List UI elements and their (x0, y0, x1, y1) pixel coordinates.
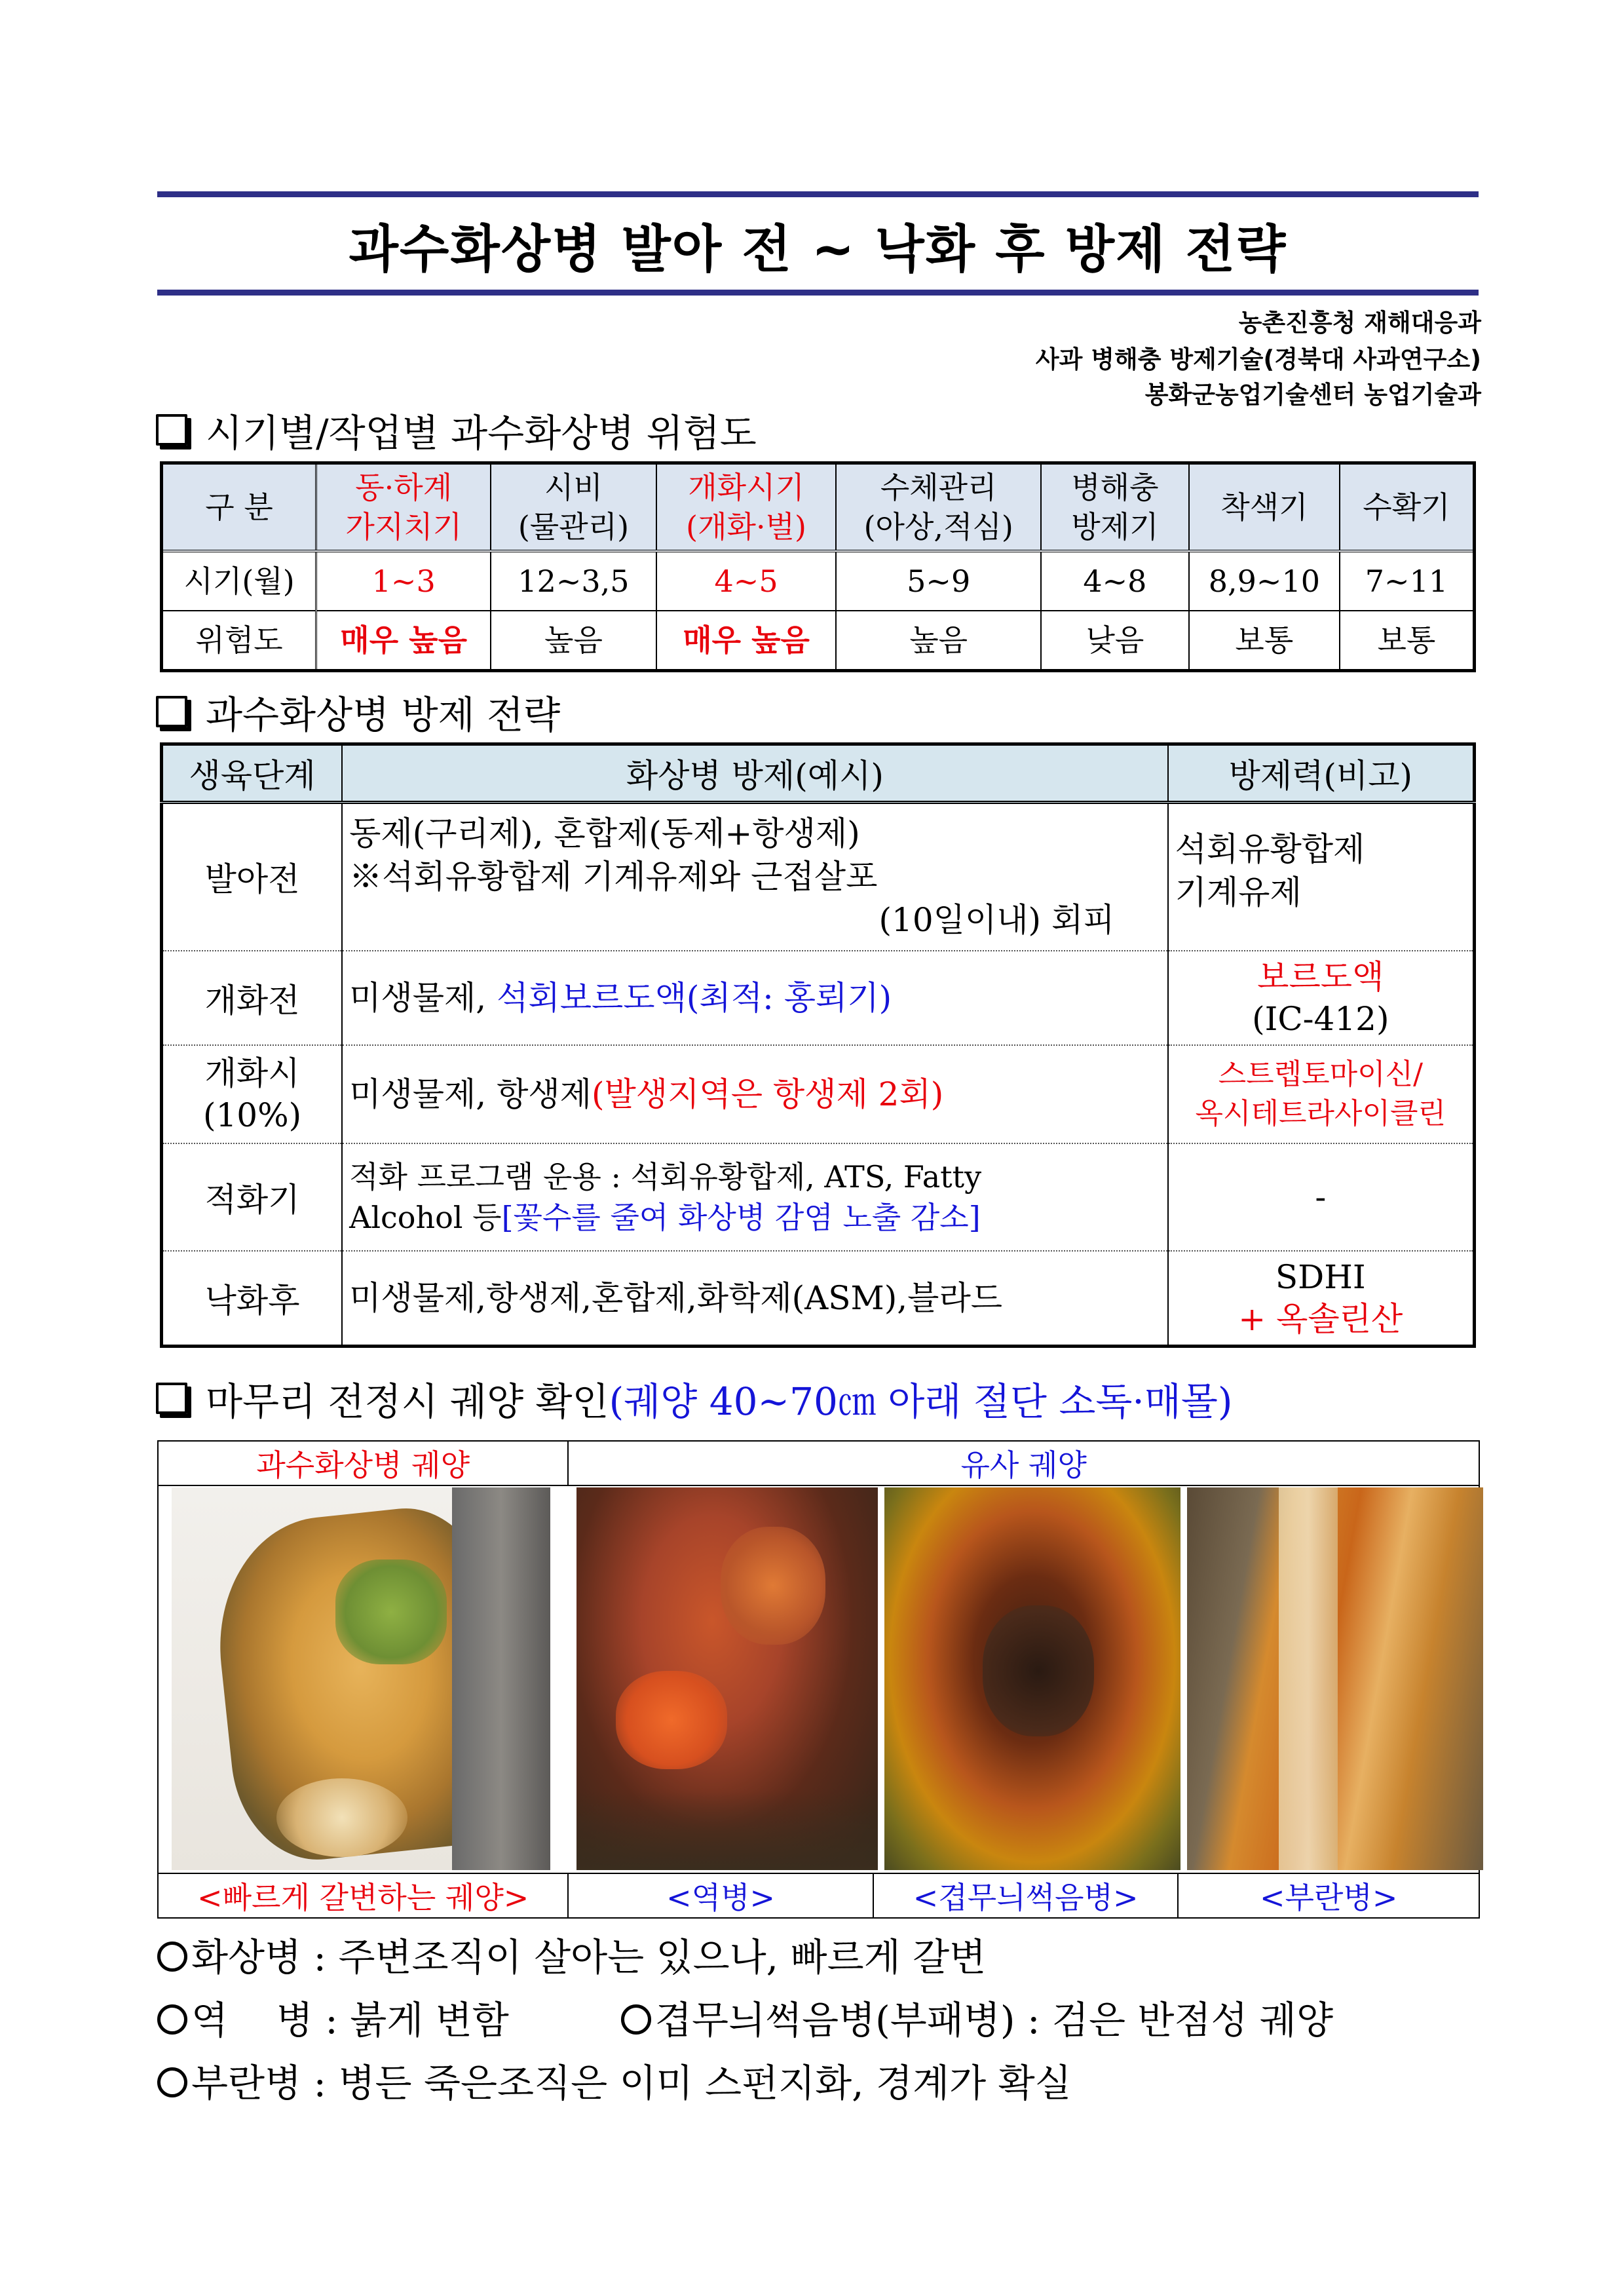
strategy-table (160, 742, 1476, 1348)
checkbox-square-icon (156, 1383, 187, 1414)
table-cell: 1~3 (316, 551, 491, 611)
section2-heading-text: 과수화상병 방제 전략 (206, 693, 561, 737)
caption-row (158, 1873, 1479, 1918)
stage-cell: 낙화후 (162, 1251, 343, 1347)
table-cell: 7~11 (1340, 551, 1475, 611)
table-cell: 4~5 (656, 551, 837, 611)
page-title: 과수화상병 발아 전 ~ 낙화 후 방제 전략 (349, 220, 1287, 279)
caption-phytophthora: <역병> (568, 1873, 873, 1918)
note-white-rot: 겹무늬썩음병(부패병) : 검은 반점성 궤양 (621, 1989, 1333, 2044)
note-fireblight: 화상병 : 주변조직이 살아는 있으나, 빠르게 갈변 (157, 1926, 986, 1981)
control-cell: 동제(구리제), 혼합제(동제+항생제) ※석회유황합제 기계유제와 근접살포 (10일이내) 회피 (342, 803, 1167, 951)
circle-bullet-icon (621, 2004, 651, 2035)
table-row (162, 1143, 1475, 1251)
header-cell-coloring: 착색기 (1189, 463, 1340, 552)
white-rot-canker-photo (884, 1487, 1180, 1870)
table-cell: 높음 (491, 611, 656, 671)
note-cell: - (1168, 1143, 1475, 1251)
header-control: 화상병 방제(예시) (342, 744, 1167, 803)
header-cell-fertilizing: 시비 (물관리) (491, 463, 656, 552)
table-row (162, 551, 1475, 611)
stage-cell: 개화전 (162, 951, 343, 1045)
org-line-2: 사과 병해충 방제기술(경북대 사과연구소) (1035, 345, 1481, 373)
header-cell-category: 구 분 (162, 463, 316, 552)
risk-table (160, 461, 1476, 672)
table-cell: 보통 (1189, 611, 1340, 671)
photo-header-similar: 유사 궤양 (568, 1441, 1479, 1485)
control-cell: 미생물제, 석회보르도액(최적: 홍뢰기) (342, 951, 1167, 1045)
section3-heading-note: (궤양 40~70㎝ 아래 절단 소독·매몰) (609, 1379, 1233, 1424)
stage-cell: 발아전 (162, 803, 343, 951)
control-cell: 미생물제, 항생제(발생지역은 항생제 2회) (342, 1045, 1167, 1143)
table-row (162, 951, 1475, 1045)
table-cell: 보통 (1340, 611, 1475, 671)
org-line-1: 농촌진흥청 재해대응과 (1238, 309, 1481, 337)
circle-bullet-icon (157, 1942, 187, 1972)
strategy-table-header (162, 744, 1475, 803)
section1-heading (156, 402, 757, 457)
control-cell: 적화 프로그램 운용 : 석회유황합제, ATS, Fatty Alcohol 등[꽃수를 줄여 화상병 감염 노출 감소] (342, 1143, 1167, 1251)
note-valsa-canker: 부란병 : 병든 죽은조직은 이미 스펀지화, 경계가 확실 (157, 2052, 1072, 2107)
table-cell: 12~3,5 (491, 551, 656, 611)
header-note: 방제력(비고) (1168, 744, 1475, 803)
table-row (162, 1045, 1475, 1143)
table-cell: 낮음 (1041, 611, 1189, 671)
caption-white-rot: <겹무늬썩음병> (873, 1873, 1179, 1918)
note-cell: 스트렙토마이신/ 옥시테트라사이클린 (1168, 1045, 1475, 1143)
header-cell-pruning: 동·하계 가지치기 (316, 463, 491, 552)
table-row (162, 611, 1475, 671)
checkbox-square-icon (156, 696, 187, 727)
table-cell: 매우 높음 (656, 611, 837, 671)
header-cell-flowering: 개화시기 (개화·벌) (656, 463, 837, 552)
section1-heading-text: 시기별/작업별 과수화상병 위험도 (206, 411, 757, 455)
valsa-canker-photo (1187, 1487, 1483, 1870)
title-bottom-rule (157, 290, 1479, 296)
checkbox-square-icon (156, 414, 187, 446)
stage-cell: 개화시 (10%) (162, 1045, 343, 1143)
header-stage: 생육단계 (162, 744, 343, 803)
org-line-3: 봉화군농업기술센터 농업기술과 (1144, 381, 1481, 409)
row-label-risk: 위험도 (162, 611, 316, 671)
table-cell: 5~9 (836, 551, 1040, 611)
note-cell: SDHI + 옥솔린산 (1168, 1251, 1475, 1347)
table-cell: 높음 (836, 611, 1040, 671)
section2-heading (156, 684, 560, 739)
table-cell: 매우 높음 (316, 611, 491, 671)
control-cell: 미생물제,항생제,혼합제,화학제(ASM),블라드 (342, 1251, 1167, 1347)
table-cell: 4~8 (1041, 551, 1189, 611)
section3-heading-text: 마무리 전정시 궤양 확인 (206, 1379, 609, 1424)
section3-heading (156, 1371, 1233, 1426)
note-cell: 석회유황합제 기계유제 (1168, 803, 1475, 951)
photo-header-fireblight: 과수화상병 궤양 (158, 1441, 568, 1485)
note-phytophthora: 역 병 : 붉게 변함 (157, 1989, 509, 2044)
table-row (162, 1251, 1475, 1347)
phytophthora-canker-photo (576, 1487, 878, 1870)
top-rule (157, 191, 1479, 197)
caption-fireblight: <빠르게 갈변하는 궤양> (158, 1873, 568, 1918)
table-cell: 8,9~10 (1189, 551, 1340, 611)
fireblight-canker-photo (172, 1487, 550, 1870)
header-cell-pest-control: 병해충 방제기 (1041, 463, 1189, 552)
header-cell-harvest: 수확기 (1340, 463, 1475, 552)
circle-bullet-icon (157, 2067, 187, 2097)
photo-header-row (158, 1441, 1479, 1485)
note-cell: 보르도액 (IC-412) (1168, 951, 1475, 1045)
stage-cell: 적화기 (162, 1143, 343, 1251)
risk-table-header (162, 463, 1475, 552)
circle-bullet-icon (157, 2004, 187, 2035)
caption-valsa-canker: <부란병> (1178, 1873, 1479, 1918)
table-row (162, 803, 1475, 951)
header-cell-tree-management: 수체관리 (아상,적심) (836, 463, 1040, 552)
row-label-period: 시기(월) (162, 551, 316, 611)
